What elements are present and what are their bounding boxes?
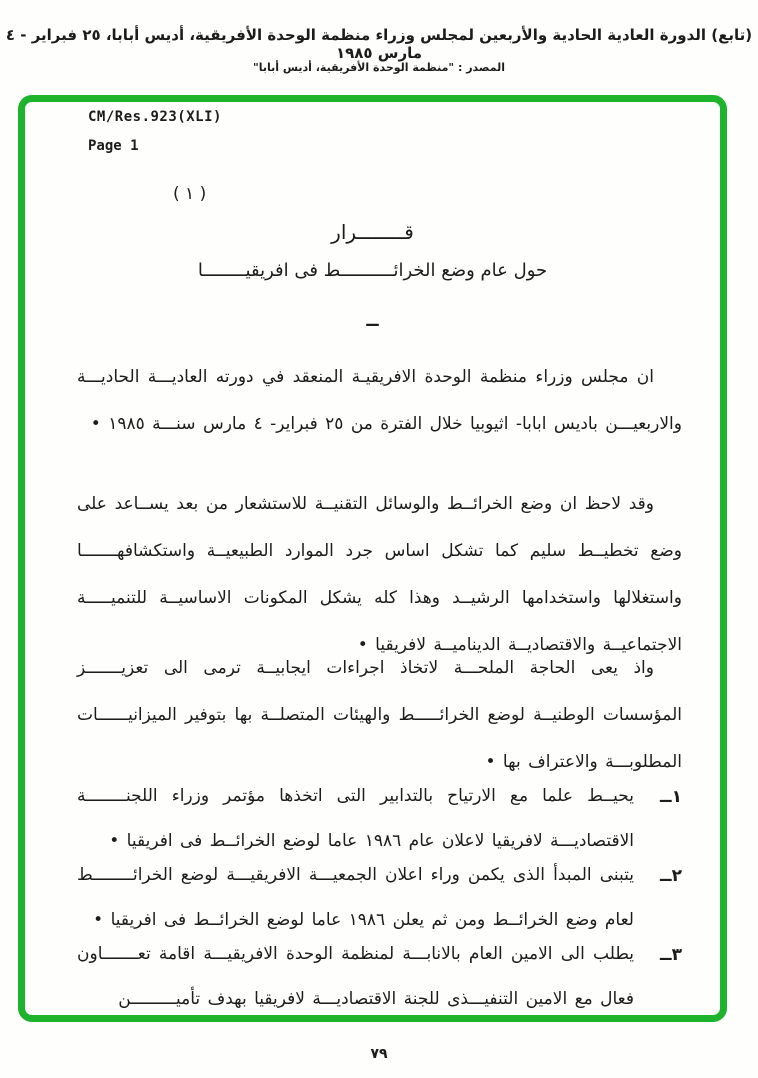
item-3-number: ٣ــ <box>659 945 682 965</box>
item-2-text: يتبنى المبدأ الذى يكمن وراء اعلان الجمعيـــة الافريقيـــة لوضع الخرائــــــــط لعام وضع الخرائــط ومن ثم يعلن ١٩٨٦ عاما لوضع الخرائــط فى افريقيا • <box>77 865 634 930</box>
section-number: ( ١ ) <box>173 184 207 204</box>
item-1-number: ١ــ <box>659 787 682 807</box>
item-1-text: يحيــط علما مع الارتياح بالتدابير التى اتخذها مؤتمر وزراء اللجنــــــــة الاقتصاديـــة لافريقيا لاعلان عام ١٩٨٦ عاما لوضع الخرائــط فى افريقيا • <box>77 786 634 851</box>
resolution-reference: CM/Res.923(XLI) <box>88 109 222 125</box>
title-divider: ــ <box>366 310 379 331</box>
preamble-paragraph-2: وقد لاحظ ان وضع الخرائــط والوسائل التقنيــة للاستشعار من بعد يســاعد على وضع تخطيــط سليم كما تشكل اساس جرد الموارد الطبيعيــة واستكشافهـــــــا واستغلالها واستخدامها الرشيــد وهذا كله يشكل المكونات الاساسيــة للتنميـــــة الاجتماعيــة والاقتصاديــة الديناميــة لافريقيا • <box>77 494 682 655</box>
page-label: Page 1 <box>88 138 139 154</box>
page-number: ٧٩ <box>370 1046 388 1062</box>
operative-item-1 <box>77 774 682 864</box>
operative-item-2 <box>77 853 682 943</box>
item-3-text: يطلب الى الامين العام بالانابـــة لمنظمة الوحدة الافريقيـــة اقامة تعـــــــاون فعال مع الامين التنفيـــذى للجنة الاقتصاديـــة لافريقيا بهدف تأميـــــــــن <box>77 944 634 1009</box>
resolution-title: قــــــــرار <box>331 220 414 244</box>
resolution-subtitle: حول عام وضع الخرائــــــــــط فى افريقيــــــــا <box>197 260 548 281</box>
highlight-frame <box>18 95 727 1022</box>
preamble-paragraph-3: واذ يعى الحاجة الملحـــة لاتخاذ اجراءات ايجابيــة ترمى الى تعزيـــــــز المؤسسات الوطنيــة لوضع الخرائـــــط والهيئات المتصلــة بها بتوفير الميزانيــــــات المطلوبـــة والاعتراف بها • <box>77 658 682 772</box>
session-header: (تابع) الدورة العادية الحادية والأربعين لمجلس وزراء منظمة الوحدة الأفريقية، أديس أبابا، ٢٥ فبراير - ٤ مارس ١٩٨٥ <box>5 26 753 62</box>
item-2-number: ٢ــ <box>659 866 682 886</box>
operative-item-3 <box>77 932 682 1022</box>
source-line: المصدر : "منظمة الوحدة الأفريقية، أديس أبابا" <box>252 61 506 74</box>
preamble-paragraph-1: ان مجلس وزراء منظمة الوحدة الافريقيـة المنعقد في دورته العاديـــة الحاديـــة والاربعيـــن باديس ابابا- اثيوبيا خلال الفترة من ٢٥ فبراير- ٤ مارس سنـــة ١٩٨٥ • <box>77 367 682 434</box>
